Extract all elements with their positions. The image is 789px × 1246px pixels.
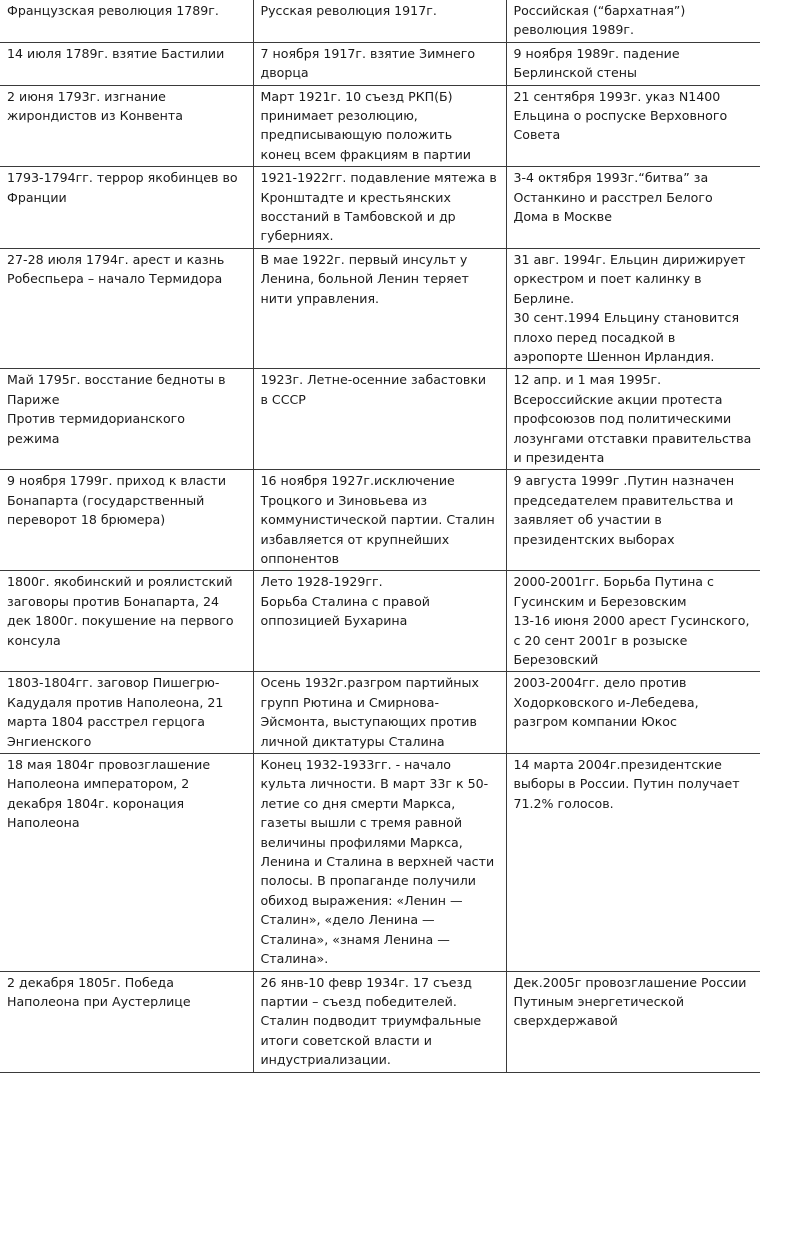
table-cell: Март 1921г. 10 съезд РКП(Б) принимает резолюцию, предписывающую положить конец всем фракциям в партии (253, 85, 506, 167)
table-cell: 14 июля 1789г. взятие Бастилии (0, 42, 253, 85)
table-cell: 21 сентября 1993г. указ N1400 Ельцина о роспуске Верховного Совета (506, 85, 760, 167)
table-row (0, 85, 760, 167)
table-row (0, 248, 760, 368)
table-row (0, 571, 760, 672)
table-cell: 9 ноября 1799г. приход к власти Бонапарта (государственный переворот 18 брюмера) (0, 470, 253, 571)
table-cell: 1803-1804гг. заговор Пишегрю- Кадудаля против Наполеона, 21 марта 1804 расстрел герцога Энгиенского (0, 672, 253, 754)
table-cell: 9 ноября 1989г. падение Берлинской стены (506, 42, 760, 85)
header-russian-revolution: Русская революция 1917г. (253, 0, 506, 42)
table-row (0, 42, 760, 85)
table-row (0, 167, 760, 249)
table-cell: 7 ноября 1917г. взятие Зимнего дворца (253, 42, 506, 85)
table-row (0, 754, 760, 971)
table-cell: 3-4 октября 1993г.“битва” за Останкино и расстрел Белого Дома в Москве (506, 167, 760, 249)
table-cell: 2 июня 1793г. изгнание жирондистов из Конвента (0, 85, 253, 167)
table-cell: 16 ноября 1927г.исключение Троцкого и Зиновьева из коммунистической партии. Сталин избавляется от крупнейших оппонентов (253, 470, 506, 571)
table-cell: 26 янв-10 февр 1934г. 17 съезд партии – съезд победителей. Сталин подводит триумфальные итоги советской власти и индустриализации. (253, 971, 506, 1072)
table-header-row (0, 0, 760, 42)
table-cell: 2000-2001гг. Борьба Путина с Гусинским и Березовским 13-16 июня 2000 арест Гусинского, с 20 сент 2001г в розыске Березовский (506, 571, 760, 672)
table-cell: 1793-1794гг. террор якобинцев во Франции (0, 167, 253, 249)
table-cell: Конец 1932-1933гг. - начало культа личности. В март 33г к 50- летие со дня смерти Маркса, газеты вышли с тремя равной величины профилями Маркса, Ленина и Сталина в верхней части полосы. В пропаганде получили обиход выражения: «Ленин — Сталин», «дело Ленина — Сталина», «знамя Ленина — Сталина». (253, 754, 506, 971)
table-cell: Лето 1928-1929гг. Борьба Сталина с правой оппозицией Бухарина (253, 571, 506, 672)
table-cell: 1921-1922гг. подавление мятежа в Кронштадте и крестьянских восстаний в Тамбовской и др губерниях. (253, 167, 506, 249)
table-cell: Осень 1932г.разгром партийных групп Рютина и Смирнова- Эйсмонта, выступающих против личной диктатуры Сталина (253, 672, 506, 754)
table-cell: 1800г. якобинский и роялистский заговоры против Бонапарта, 24 дек 1800г. покушение на первого консула (0, 571, 253, 672)
table-cell: 31 авг. 1994г. Ельцин дирижирует оркестром и поет калинку в Берлине. 30 сент.1994 Ельцину становится плохо перед посадкой в аэропорте Шеннон Ирландия. (506, 248, 760, 368)
table-row (0, 470, 760, 571)
table-cell: 14 марта 2004г.президентские выборы в России. Путин получает 71.2% голосов. (506, 754, 760, 971)
table-cell: 27-28 июля 1794г. арест и казнь Робеспьера – начало Термидора (0, 248, 253, 368)
table-cell: 18 мая 1804г провозглашение Наполеона императором, 2 декабря 1804г. коронация Наполеона (0, 754, 253, 971)
table-cell: 12 апр. и 1 мая 1995г. Всероссийские акции протеста профсоюзов под политическими лозунгами отставки правительства и президента (506, 369, 760, 470)
table-cell: 1923г. Летне-осенние забастовки в СССР (253, 369, 506, 470)
table-row (0, 971, 760, 1072)
table-cell: 2 декабря 1805г. Победа Наполеона при Аустерлице (0, 971, 253, 1072)
table-cell: 2003-2004гг. дело против Ходорковского и-Лебедева, разгром компании Юкос (506, 672, 760, 754)
table-row (0, 672, 760, 754)
header-velvet-revolution: Российская (“бархатная”) революция 1989г. (506, 0, 760, 42)
table-cell: В мае 1922г. первый инсульт у Ленина, больной Ленин теряет нити управления. (253, 248, 506, 368)
table-cell: 9 августа 1999г .Путин назначен председателем правительства и заявляет об участии в президентских выборах (506, 470, 760, 571)
table-row (0, 369, 760, 470)
table-cell: Дек.2005г провозглашение России Путиным энергетической сверхдержавой (506, 971, 760, 1072)
table-cell: Май 1795г. восстание бедноты в Париже Против термидорианского режима (0, 369, 253, 470)
header-french-revolution: Французская революция 1789г. (0, 0, 253, 42)
